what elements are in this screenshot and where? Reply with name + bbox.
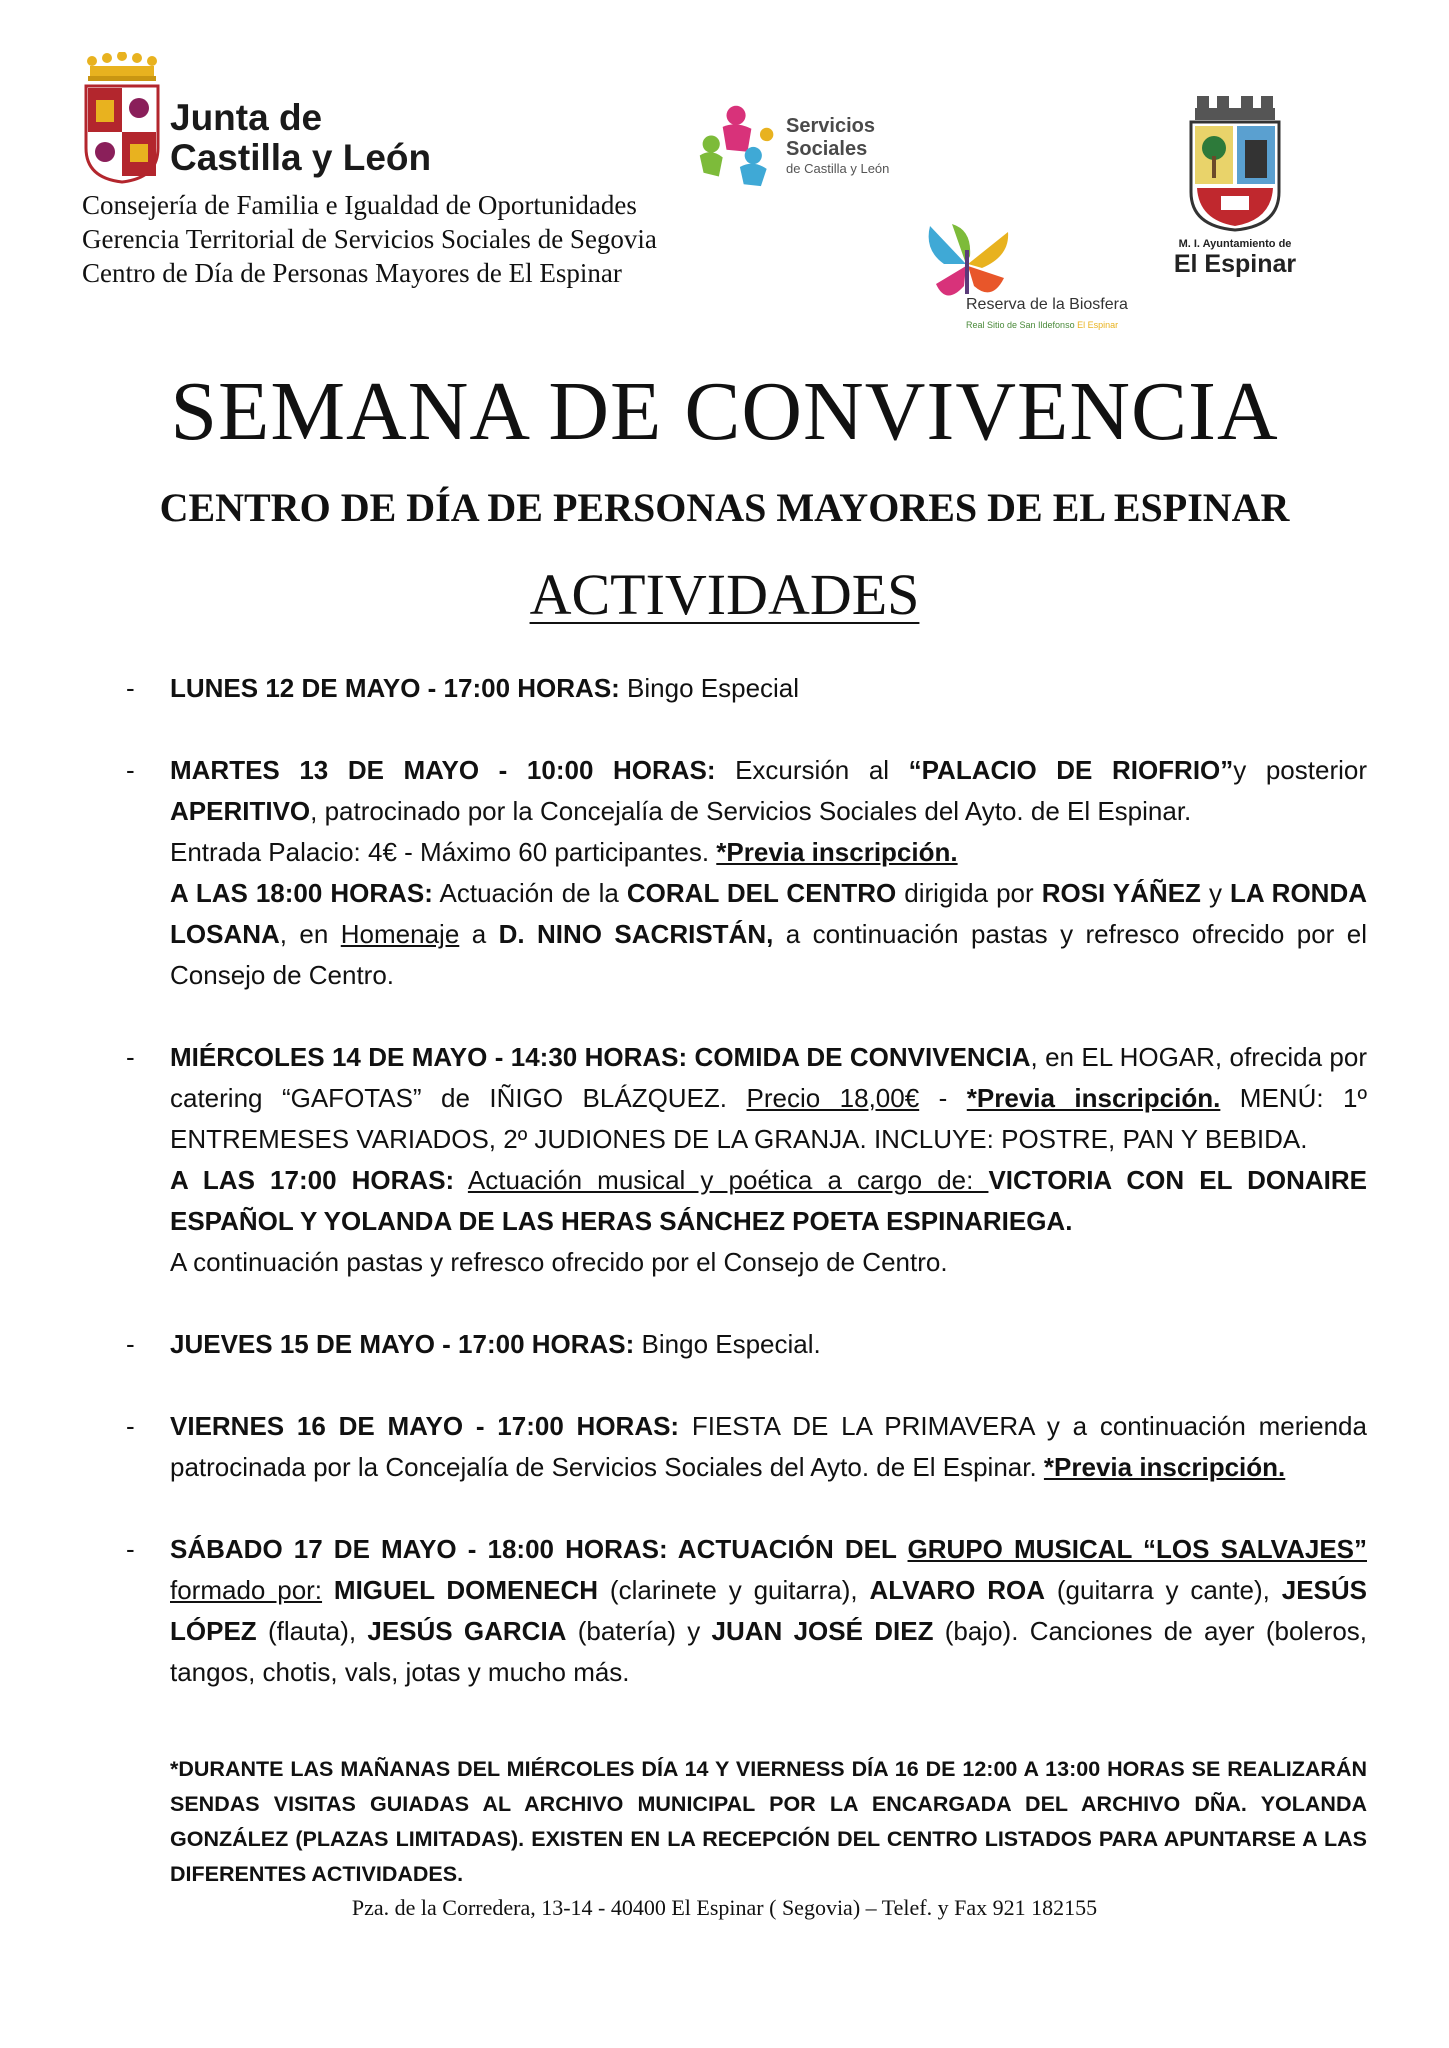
activity-date: MIÉRCOLES 14 DE MAYO - 14:30 HORAS: COMIDA DE CONVIVENCIA (170, 1042, 1031, 1072)
activity-highlight: ROSI YÁÑEZ (1041, 878, 1201, 908)
list-dash: - (126, 1534, 135, 1564)
activity-desc: (batería) y (566, 1616, 712, 1646)
previa-inscripcion-note: *Previa inscripción. (966, 1083, 1221, 1113)
activity-item-miercoles (122, 1037, 1367, 1283)
activity-text (170, 668, 1367, 709)
activity-date: LUNES 12 DE MAYO - 17:00 HORAS: (170, 673, 620, 703)
biosfera-title: Reserva de la Biosfera (966, 296, 1128, 313)
activity-desc: dirigida por (896, 878, 1042, 908)
junta-department-lines (82, 188, 722, 290)
activity-highlight: D. NINO SACRISTÁN, (498, 919, 774, 949)
activity-desc: , en (279, 919, 341, 949)
ayuntamiento-name: El Espinar (1173, 250, 1297, 278)
servicios-sociales-logo (694, 100, 954, 190)
activity-date: JUEVES 15 DE MAYO - 17:00 HORAS: (170, 1329, 635, 1359)
ayuntamiento-subtitle: M. I. Ayuntamiento de (1178, 238, 1292, 250)
activity-desc: (flauta), (256, 1616, 368, 1646)
junta-logo (82, 52, 722, 184)
activity-text (170, 1160, 1367, 1242)
activity-desc: a (459, 919, 499, 949)
department-line: Gerencia Territorial de Servicios Sociales de Segovia (82, 224, 657, 254)
people-figures-icon (694, 100, 780, 190)
activity-text (170, 1406, 1367, 1488)
activity-desc (322, 1575, 334, 1605)
junta-name (170, 98, 431, 178)
footnote: *DURANTE LAS MAÑANAS DEL MIÉRCOLES DÍA 14 Y VIERNESS DÍA 16 DE 12:00 A 13:00 HORAS SE REALIZARÁN SENDAS VISITAS GUIADAS AL ARCHIVO MUNICIPAL POR LA ENCARGADA DEL ARCHIVO DÑA. YOLANDA GONZÁLEZ (PLAZAS LIMITADAS). EXISTEN EN LA RECEPCIÓN DEL CENTRO LISTADOS PARA APUNTARSE A LAS DIFERENTES ACTIVIDADES. (170, 1757, 1367, 1886)
activity-underlined: formado por: (170, 1575, 323, 1605)
activity-item-viernes (122, 1406, 1367, 1488)
activity-text (170, 750, 1367, 832)
junta-header (82, 52, 722, 290)
biosfera-subtitle-a: Real Sitio de San Ildefonso (966, 320, 1078, 330)
activity-item-martes (122, 750, 1367, 996)
activity-text (170, 1529, 1367, 1693)
previa-inscripcion-note: *Previa inscripción. (1043, 1452, 1286, 1482)
activity-highlight: VICTORIA CON EL DONAIRE ESPAÑOL Y YOLANDA DE LAS HERAS SÁNCHEZ POETA ESPINARIEGA. (170, 1165, 1367, 1236)
list-dash: - (126, 755, 135, 785)
activity-text (170, 1037, 1367, 1160)
ss-title: Servicios Sociales (786, 114, 875, 160)
junta-name-line2: Castilla y León (170, 137, 432, 178)
list-dash: - (126, 1042, 135, 1072)
activities-list (122, 668, 1367, 1734)
activity-desc: y posterior (1233, 755, 1368, 785)
junta-name-line1: Junta de (170, 97, 323, 138)
activity-underlined: Homenaje (340, 919, 460, 949)
activity-date: MARTES 13 DE MAYO - 10:00 HORAS: (170, 755, 716, 785)
activity-group-name: GRUPO MUSICAL “LOS SALVAJES” (907, 1534, 1367, 1564)
section-title-text: ACTIVIDADES (529, 562, 920, 627)
activity-text (170, 1324, 1367, 1365)
activity-desc: A continuación pastas y refresco ofrecido por el Consejo de Centro. (170, 1247, 948, 1277)
activity-desc: Entrada Palacio: 4€ - Máximo 60 participantes. (170, 837, 717, 867)
biosfera-subtitle (966, 320, 1118, 330)
section-title (0, 560, 1449, 630)
activity-underlined: Actuación musical y poética a cargo de: (467, 1165, 989, 1195)
musician-name: JESÚS LÓPEZ (170, 1575, 1368, 1646)
department-line: Consejería de Familia e Igualdad de Oportunidades (82, 190, 637, 220)
activity-desc (454, 1165, 468, 1195)
activity-highlight: CORAL DEL CENTRO (626, 878, 897, 908)
musician-name: JUAN JOSÉ DIEZ (711, 1616, 934, 1646)
activity-text (170, 1242, 1367, 1283)
activity-price: Precio 18,00€ (746, 1083, 920, 1113)
main-title: SEMANA DE CONVIVENCIA (170, 365, 1279, 458)
activity-desc: (guitarra y cante), (1045, 1575, 1282, 1605)
ayuntamiento-shield-icon (1187, 92, 1283, 232)
activity-desc: Bingo Especial (619, 673, 800, 703)
ayuntamiento-logo (1160, 92, 1310, 278)
activity-time: A LAS 18:00 HORAS: (170, 878, 433, 908)
musician-name: ALVARO ROA (869, 1575, 1046, 1605)
list-dash: - (126, 1329, 135, 1359)
activity-desc: y (1200, 878, 1230, 908)
butterfly-icon (922, 220, 1012, 306)
activity-time: A LAS 17:00 HORAS: (170, 1165, 455, 1195)
activity-item-sabado (122, 1529, 1367, 1693)
musician-name: MIGUEL DOMENECH (333, 1575, 599, 1605)
biosfera-subtitle-b: El Espinar (1077, 320, 1119, 330)
activity-desc: FIESTA DE LA PRIMAVERA y a continuación merienda patrocinada por la Concejalía de Servicios Sociales del Ayto. de El Espinar. (170, 1411, 1367, 1482)
list-dash: - (126, 1411, 135, 1441)
activity-desc: - (919, 1083, 967, 1113)
activity-highlight: APERITIVO (170, 796, 311, 826)
activity-place: “PALACIO DE RIOFRIO” (908, 755, 1234, 785)
activity-desc: a continuación pastas y refresco ofrecido por el Consejo de Centro. (170, 919, 1367, 990)
activity-desc: (bajo). Canciones de ayer (boleros, tangos, chotis, vals, jotas y mucho más. (170, 1616, 1368, 1687)
sub-title: CENTRO DE DÍA DE PERSONAS MAYORES DE EL ESPINAR (159, 485, 1290, 530)
activity-desc: Bingo Especial. (634, 1329, 821, 1359)
activity-highlight: LA RONDA LOSANA (170, 878, 1368, 949)
activity-desc: Excursión al (715, 755, 909, 785)
department-line: Centro de Día de Personas Mayores de El Espinar (82, 258, 622, 288)
activity-desc: Actuación de la (432, 878, 627, 908)
activity-desc: , en EL HOGAR, ofrecida por catering “GAFOTAS” de IÑIGO BLÁZQUEZ. (170, 1042, 1367, 1113)
activity-desc: , patrocinado por la Concejalía de Servicios Sociales del Ayto. de El Espinar. (310, 796, 1192, 826)
activity-desc: (clarinete y guitarra), (598, 1575, 870, 1605)
reserva-biosfera-logo (916, 220, 1136, 335)
activity-date: VIERNES 16 DE MAYO - 17:00 HORAS: (170, 1411, 680, 1441)
list-dash: - (126, 673, 135, 703)
activity-date: SÁBADO 17 DE MAYO - 18:00 HORAS: ACTUACIÓN DEL (170, 1534, 908, 1564)
activity-text (170, 832, 1367, 873)
musician-name: JESÚS GARCIA (367, 1616, 567, 1646)
junta-shield-icon (82, 52, 162, 184)
activity-text (170, 873, 1367, 996)
activity-item-jueves (122, 1324, 1367, 1365)
previa-inscripcion-note: *Previa inscripción. (716, 837, 958, 867)
activity-desc: MENÚ: 1º ENTREMESES VARIADOS, 2º JUDIONES DE LA GRANJA. INCLUYE: POSTRE, PAN Y BEBIDA. (170, 1083, 1367, 1154)
servicios-sociales-text (786, 115, 954, 176)
ss-subtitle: de Castilla y León (786, 160, 890, 176)
activity-item-lunes (122, 668, 1367, 709)
footer-address: Pza. de la Corredera, 13-14 - 40400 El Espinar ( Segovia) – Telef. y Fax 921 182155 (351, 1895, 1098, 1920)
